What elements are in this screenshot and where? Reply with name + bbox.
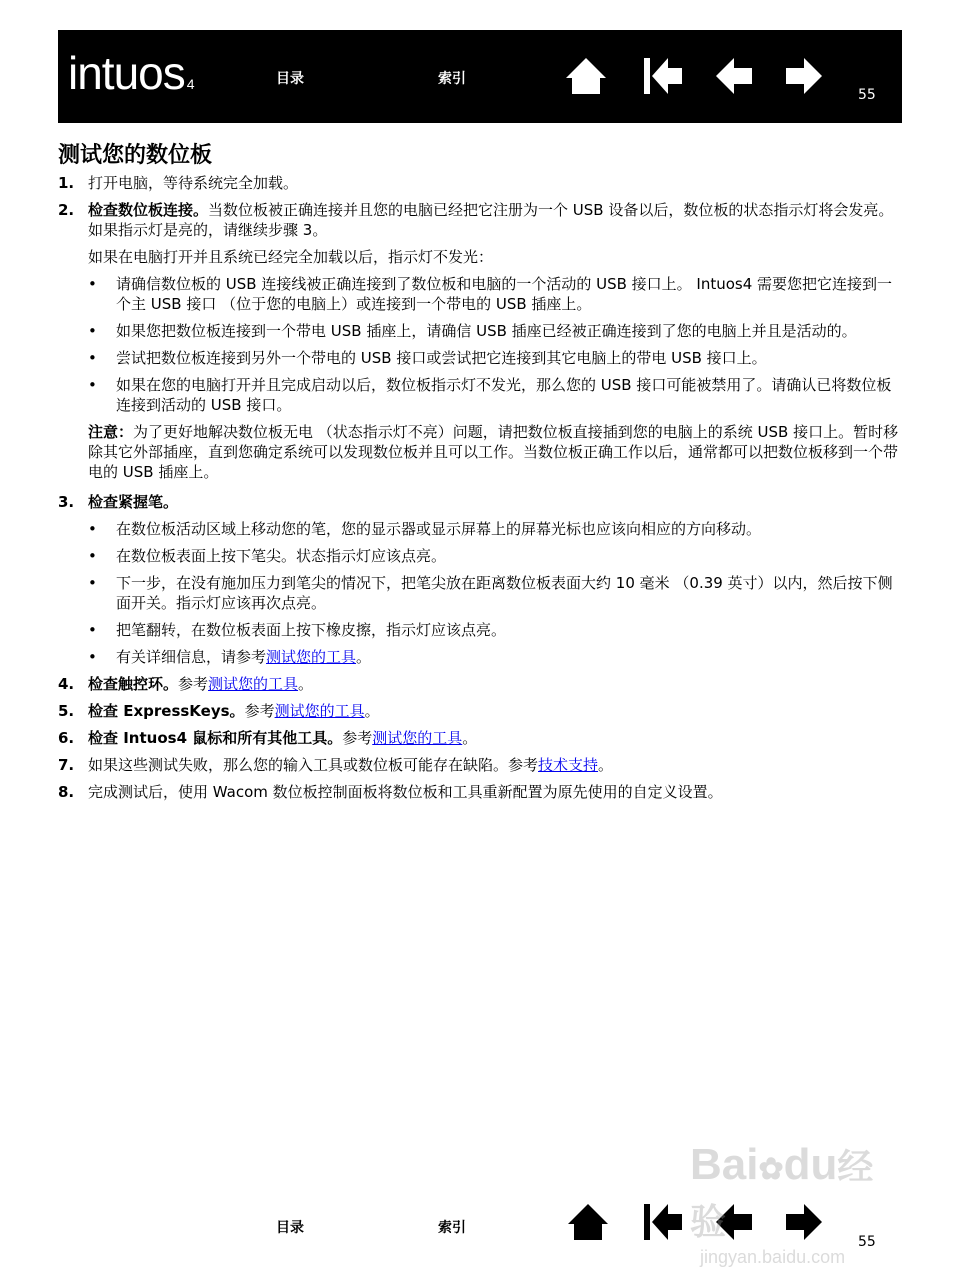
step-2: 2. 检查数位板连接。当数位板被正确连接并且您的电脑已经把它注册为一个 USB 设备以后，数位板的状态指示灯将会发亮。如果指示灯是亮的，请继续步骤 3。 [58,201,894,239]
footer-contents-link[interactable]: 目录 [276,1220,304,1236]
prev-page-icon[interactable] [712,54,756,98]
step-2-para: 如果在电脑打开并且系统已经完全加载以后，指示灯不发光： [88,248,494,266]
list-item: • 尝试把数位板连接到另外一个带电的 USB 接口或尝试把它连接到其它电脑上的带电 USB 接口上。 [88,349,767,367]
home-icon[interactable] [566,1200,610,1244]
note: 注意：为了更好地解决数位板无电 （状态指示灯不亮）问题，请把数位板直接插到您的电脑上的系统 USB 接口上。暂时移除其它外部插座，直到您确定系统可以发现数位板并且可以工作。当数位板正确工作以后，通常都可以把数位板移到一个带电的 USB 插座上。 [88,423,899,481]
test-tools-link[interactable]: 测试您的工具 [274,702,365,720]
list-item: • 下一步，在没有施加压力到笔尖的情况下，把笔尖放在距离数位板表面大约 10 毫米 （0.39 英寸）以内，然后按下侧面开关。指示灯应该再次点亮。 [88,574,893,612]
step-1: 1. 打开电脑，等待系统完全加载。 [58,174,299,192]
home-icon[interactable] [564,54,608,98]
list-item: • 在数位板活动区域上移动您的笔，您的显示器或显示屏幕上的屏幕光标也应该向相应的方向移动。 [88,520,762,538]
test-tools-link[interactable]: 测试您的工具 [266,648,357,666]
intuos-logo: intuos 4 [68,47,195,99]
index-link[interactable]: 索引 [438,71,466,87]
step-4: 4. 检查触控环。参考测试您的工具。 [58,675,314,693]
baidu-watermark: Bai✿du经验 jingyan.baidu.com [690,1140,874,1267]
list-item: • 如果在您的电脑打开并且完成启动以后，数位板指示灯不发光，那么您的 USB 接口可能被禁用了。请确认已将数位板连接到活动的 USB 接口。 [88,376,892,414]
list-item: • 把笔翻转，在数位板表面上按下橡皮擦，指示灯应该点亮。 [88,621,507,639]
step-3: 3. 检查紧握笔。 [58,493,179,511]
tech-support-link[interactable]: 技术支持 [538,756,599,774]
contents-link[interactable]: 目录 [276,71,304,87]
page-content [58,143,904,809]
page-number: 55 [858,87,876,103]
page-title: 测试您的数位板 [58,143,213,168]
next-page-icon[interactable] [782,54,826,98]
paw-icon: ✿ [758,1153,784,1186]
step-7: 7. 如果这些测试失败，那么您的输入工具或数位板可能存在缺陷。参考技术支持。 [58,756,614,774]
list-item: • 请确信数位板的 USB 连接线被正确连接到了数位板和电脑的一个活动的 USB 接口上。 Intuos4 需要您把它连接到一个主 USB 接口 （位于您的电脑上）或连接到一个带电的 USB 插座上。 [88,275,893,313]
test-tools-link[interactable]: 测试您的工具 [372,729,463,747]
step-5: 5. 检查 ExpressKeys。参考测试您的工具。 [58,702,380,720]
footer-page-number: 55 [858,1234,876,1250]
test-tools-link[interactable]: 测试您的工具 [208,675,299,693]
header-bar [58,30,902,123]
list-item: • 有关详细信息，请参考测试您的工具。 [88,648,372,666]
list-item: • 在数位板表面上按下笔尖。状态指示灯应该点亮。 [88,547,447,565]
list-item: • 如果您把数位板连接到一个带电 USB 插座上，请确信 USB 插座已经被正确连接到了您的电脑上并且是活动的。 [88,322,857,340]
footer-index-link[interactable]: 索引 [438,1220,466,1236]
step-6: 6. 检查 Intuos4 鼠标和所有其他工具。参考测试您的工具。 [58,729,478,747]
first-page-icon[interactable] [642,1200,686,1244]
step-8: 8. 完成测试后，使用 Wacom 数位板控制面板将数位板和工具重新配置为原先使用的自定义设置。 [58,783,723,801]
first-page-icon[interactable] [642,54,686,98]
